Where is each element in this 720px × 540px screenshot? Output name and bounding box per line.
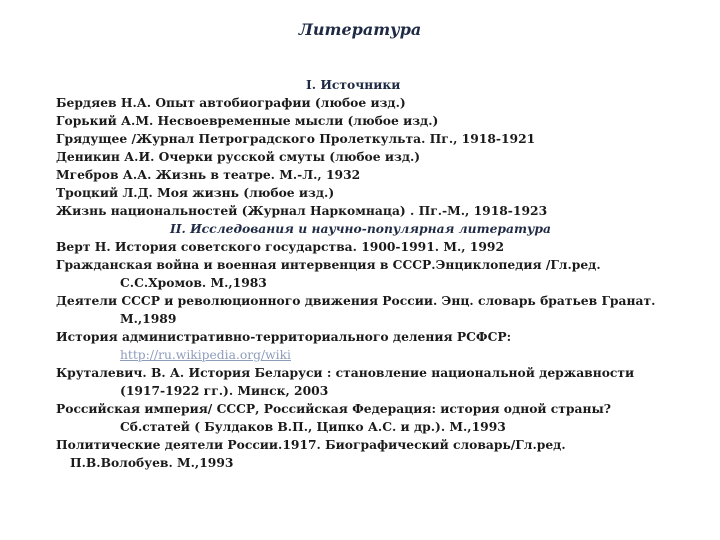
- wikipedia-link[interactable]: http://ru.wikipedia.org/wiki: [120, 348, 291, 362]
- list-item: Политические деятели России.1917. Биографический словарь/Гл.ред.: [56, 437, 566, 452]
- list-item: Мгебров А.А. Жизнь в театре. М.-Л., 1932: [56, 167, 361, 182]
- list-item-continuation: (1917-1922 гг.). Минск, 2003: [120, 383, 329, 398]
- list-item: Гражданская война и военная интервенция в СССР.Энциклопедия /Гл.ред.: [56, 257, 601, 272]
- list-item: Грядущее /Журнал Петроградского Пролеткульта. Пг., 1918-1921: [56, 131, 536, 146]
- slide-title: Литература: [298, 20, 422, 39]
- list-item: Деникин А.И. Очерки русской смуты (любое изд.): [56, 149, 421, 164]
- list-item: Жизнь национальностей (Журнал Наркомнаца) . Пг.-М., 1918-1923: [56, 203, 548, 218]
- list-item: Верт Н. История советского государства. 1900-1991. М., 1992: [56, 239, 505, 254]
- list-item-continuation: М.,1989: [120, 311, 177, 326]
- list-item: Горький А.М. Несвоевременные мысли (любое изд.): [56, 113, 439, 128]
- list-item: История административно-территориального деления РСФСР:: [56, 329, 512, 344]
- bibliography: [56, 76, 696, 472]
- list-item-continuation: Сб.статей ( Булдаков В.П., Ципко А.С. и др.). М.,1993: [120, 419, 506, 434]
- section-heading-research: II. Исследования и научно-популярная литература: [170, 221, 551, 236]
- list-item-continuation: П.В.Волобуев. М.,1993: [70, 455, 234, 470]
- list-item: Деятели СССР и революционного движения России. Энц. словарь братьев Гранат.: [56, 293, 656, 308]
- list-item-continuation: С.С.Хромов. М.,1983: [120, 275, 267, 290]
- list-item: Бердяев Н.А. Опыт автобиографии (любое изд.): [56, 95, 406, 110]
- section-heading-sources: I. Источники: [306, 77, 401, 92]
- list-item: Российская империя/ СССР, Российская Федерация: история одной страны?: [56, 401, 612, 416]
- list-item: Троцкий Л.Д. Моя жизнь (любое изд.): [56, 185, 335, 200]
- list-item: Круталевич. В. А. История Беларуси : становление национальной державности: [56, 365, 635, 380]
